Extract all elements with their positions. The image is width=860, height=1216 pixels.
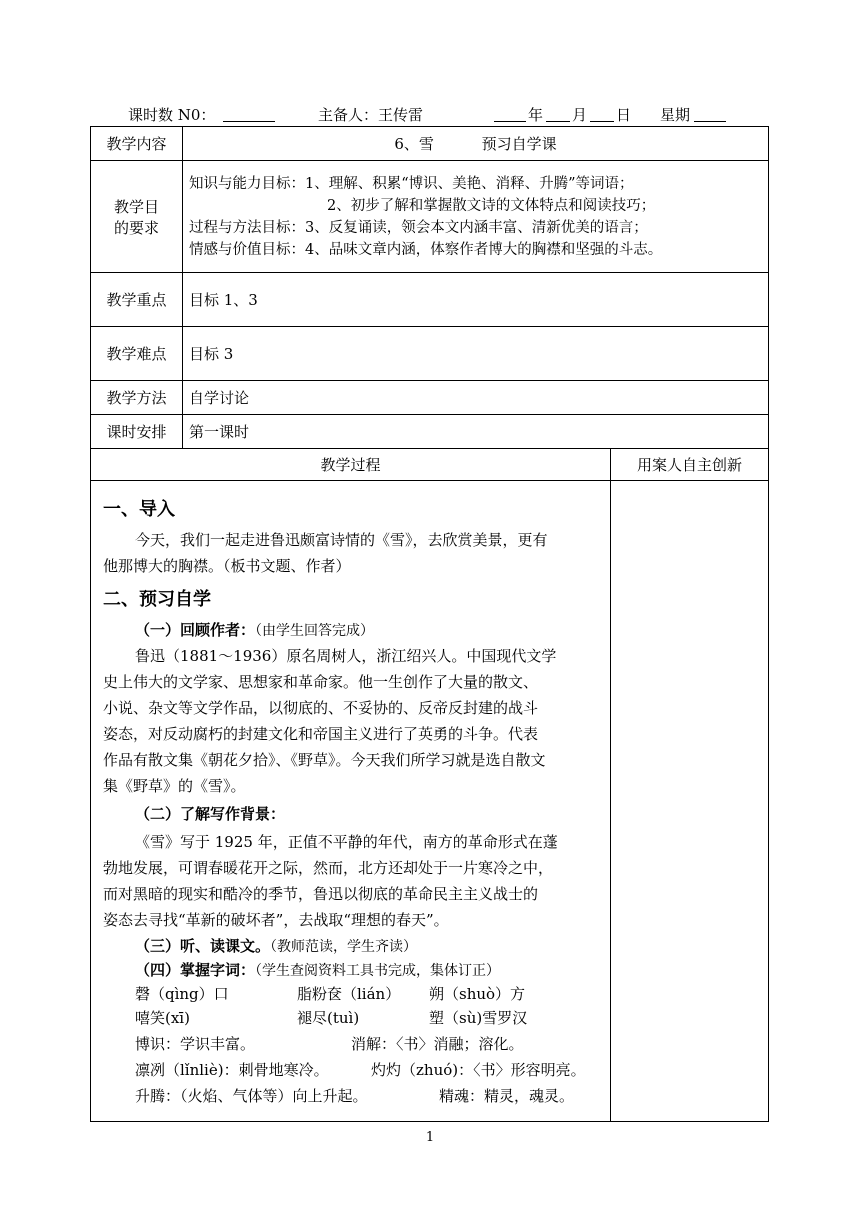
row-content (91, 127, 769, 161)
process-label: 教学过程 (91, 449, 611, 481)
bio-line-5: 作品有散文集《朝花夕拾》、《野草》。今天我们所学习就是选自散文 (103, 751, 546, 769)
innovation-column (611, 481, 769, 1122)
word-5-2: 精魂：精灵，魂灵。 (439, 1087, 575, 1105)
content-value: 6、雪 预习自学课 (183, 127, 769, 161)
sub-3 (135, 935, 417, 956)
bio-line-2: 史上伟大的文学家、思想家和革命家。他一生创作了大量的散文、 (103, 673, 539, 691)
section-2-title: 二、预习自学 (103, 589, 211, 610)
difficulty-label: 教学难点 (91, 327, 183, 381)
innovation-label: 用案人自主创新 (611, 449, 769, 481)
method-value: 自学讨论 (183, 381, 769, 415)
bg-line-4: 姿态去寻找“革新的破坏者”，去战取“理想的春天”。 (103, 911, 449, 929)
word-4-1: 凛冽（lǐnliè)：刺骨地寒冷。 (135, 1061, 329, 1079)
key-value: 目标 1、3 (183, 273, 769, 327)
lesson-header (128, 104, 748, 128)
goal-line-3: 过程与方法目标：3、反复诵读，领会本文内涵丰富、清新优美的语言； (189, 219, 648, 236)
bio-line-6: 集《野草》的《雪》。 (103, 777, 246, 795)
year-label: 年 (528, 106, 544, 124)
goals-label-line-2: 的要求 (113, 218, 159, 237)
goal-line-4: 情感与价值目标：4、品味文章内涵，体察作者博大的胸襟和坚强的斗志。 (189, 241, 663, 258)
month-blank (546, 104, 570, 122)
schedule-label: 课时安排 (91, 415, 183, 449)
row-key (91, 273, 769, 327)
sub-3-note: （教师范读，学生齐读） (270, 939, 418, 955)
bg-line-2: 勃地发展，可谓春暖花开之际，然而，北方还却处于一片寒冷之中， (103, 859, 554, 877)
intro-line-2: 他那博大的胸襟。（板书文题、作者） (103, 557, 351, 575)
day-blank (590, 104, 614, 122)
row-schedule (91, 415, 769, 449)
weekday-blank (694, 104, 726, 122)
intro-line-1: 今天，我们一起走进鲁迅颇富诗情的《雪》，去欣赏美景，更有 (135, 531, 548, 549)
goals-label (91, 161, 183, 273)
lesson-no-label: 课时数 N0： (128, 106, 216, 124)
bio-line-4: 姿态，对反动腐朽的封建文化和帝国主义进行了英勇的斗争。代表 (103, 725, 539, 743)
day-label: 日 (616, 106, 632, 124)
month-label: 月 (572, 106, 588, 124)
schedule-value: 第一课时 (183, 415, 769, 449)
row-process-body (91, 481, 769, 1122)
goal-line-2: 2、初步了解和掌握散文诗的文体特点和阅读技巧； (327, 197, 656, 214)
bg-line-1: 《雪》写于 1925 年，正值不平静的年代，南方的革命形式在蓬 (135, 833, 558, 851)
lesson-no-blank (223, 104, 275, 122)
word-4-2: 灼灼（zhuó)：〈书〉形容明亮。 (371, 1061, 586, 1079)
sub-1-title: （一）回顾作者： (135, 621, 256, 639)
bio-line-1: 鲁迅（1881～1936）原名周树人，浙江绍兴人。中国现代文学 (135, 647, 557, 665)
page-number: 1 (425, 1130, 435, 1145)
bio-line-3: 小说、杂文等文学作品，以彻底的、不妥协的、反帝反封建的战斗 (103, 699, 539, 717)
lesson-plan-table (90, 126, 769, 1122)
row-method (91, 381, 769, 415)
row-difficulty (91, 327, 769, 381)
goals-label-line-1: 教学目 (113, 197, 159, 216)
sub-4-title: （四）掌握字词： (135, 961, 256, 979)
year-blank (494, 104, 526, 122)
method-label: 教学方法 (91, 381, 183, 415)
key-label: 教学重点 (91, 273, 183, 327)
preparer: 主备人：王传雷 (318, 106, 424, 124)
section-1-title: 一、导入 (103, 499, 175, 520)
word-1-3: 朔（shuò）方 (429, 985, 526, 1003)
difficulty-value: 目标 3 (183, 327, 769, 381)
row-process-header (91, 449, 769, 481)
word-2-2: 褪尽(tuì) (297, 1009, 360, 1027)
goal-line-1: 知识与能力目标：1、理解、积累“博识、美艳、消释、升腾”等词语； (189, 175, 634, 192)
weekday-label: 星期 (660, 106, 691, 124)
word-2-1: 嘻笑(xī) (135, 1009, 190, 1027)
content-label: 教学内容 (91, 127, 183, 161)
word-2-3: 塑（sù)雪罗汉 (429, 1009, 528, 1027)
word-3-2: 消解：〈书〉消融；溶化。 (351, 1035, 524, 1053)
sub-1 (135, 619, 374, 640)
word-5-1: 升腾：（火焰、气体等）向上升起。 (135, 1087, 368, 1105)
process-body (91, 481, 611, 1122)
sub-4-note: （学生查阅资料工具书完成，集体订正） (255, 963, 501, 979)
word-3-1: 博识：学识丰富。 (135, 1035, 256, 1053)
sub-1-note: （由学生回答完成） (255, 623, 375, 639)
sub-4 (135, 959, 500, 980)
row-goals (91, 161, 769, 273)
word-1-2: 脂粉奁（lián） (297, 985, 401, 1003)
sub-2-title: （二）了解写作背景： (135, 805, 286, 823)
bg-line-3: 而对黑暗的现实和酷冷的季节，鲁迅以彻底的革命民主主义战士的 (103, 885, 539, 903)
goals-value (183, 161, 769, 273)
sub-3-title: （三）听、读课文。 (135, 937, 271, 955)
word-1-1: 磬（qìng）口 (135, 985, 229, 1003)
